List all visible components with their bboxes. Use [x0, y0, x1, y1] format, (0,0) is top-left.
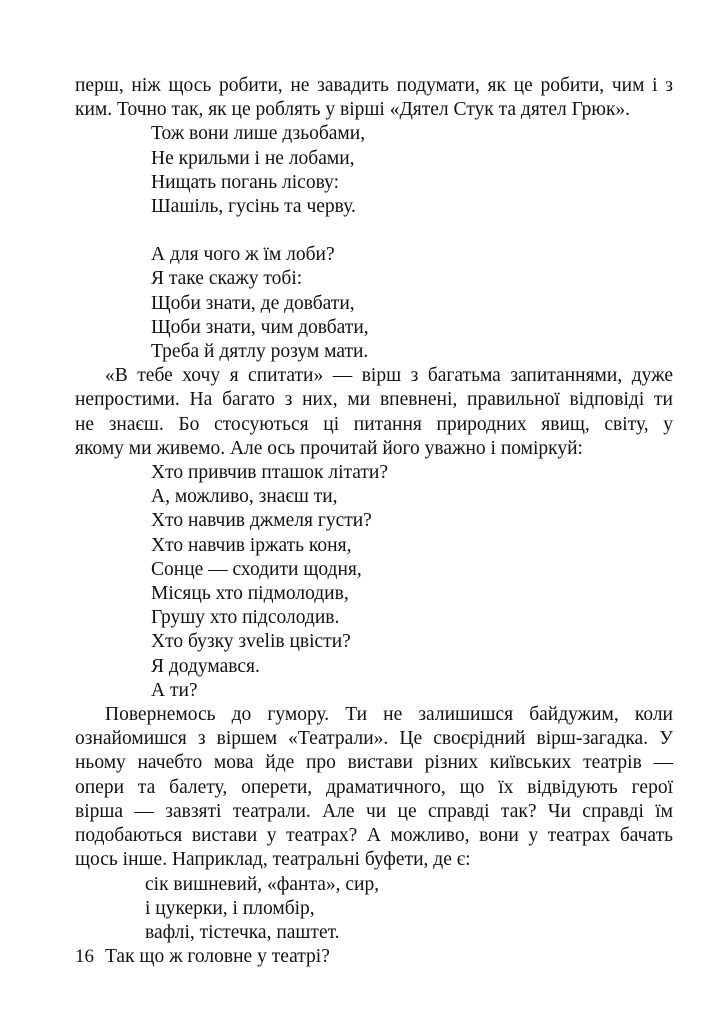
verse-line: Хто навчив іржать коня,	[151, 534, 352, 556]
text-line: перш, ніж щось робити, не завадить подумати, як це робити, чим і з	[75, 75, 673, 96]
paragraph	[75, 945, 673, 969]
verse-line: Я таке скажу тобі:	[151, 268, 303, 290]
verse-line: вафлі, тістечка, паштет.	[145, 921, 340, 943]
text-line: Повернемось до гумору. Ти не залишишся байдужим, коли	[105, 704, 673, 726]
page-body	[75, 74, 673, 969]
paragraph	[75, 703, 673, 872]
verse-line: Щоби знати, де довбати,	[151, 292, 355, 314]
verse-line: Хто навчив джмеля густи?	[151, 510, 372, 532]
verse-line: Тож вони лише дзьобами,	[151, 123, 366, 145]
verse-line: А ти?	[151, 679, 198, 701]
text-line: ким. Точно так, як це роблять у вірші «Дятел Стук та дятел Грюк».	[75, 99, 631, 121]
verse-line: і цукерки, і пломбір,	[145, 897, 315, 919]
verse-line: Не крильми і не лобами,	[151, 147, 355, 169]
poem-excerpt	[75, 873, 673, 946]
poem-excerpt	[75, 122, 673, 364]
text-line: опери та балету, оперети, драматичного, що їх відвідують герої	[75, 776, 673, 798]
verse-line: Треба й дятлу розум мати.	[151, 341, 369, 363]
verse-line: сік вишневий, «фанта», сир,	[145, 873, 380, 895]
verse-line: Нищать погань лісову:	[151, 171, 340, 193]
verse-line: Місяць хто підмолодив,	[151, 583, 349, 605]
text-line: ознайомишся з віршем «Театрали». Це своєрідний вірш-загадка. У	[75, 728, 673, 750]
paragraph	[75, 74, 673, 122]
text-line: щось інше. Наприклад, театральні буфети, де є:	[75, 849, 471, 871]
verse-line: А для чого ж їм лоби?	[151, 244, 335, 266]
text-line: непростими. На багато з них, ми впевнені, правильної відповіді ти	[75, 389, 673, 411]
text-line: ньому начебто мова йде про вистави різних київських театрів —	[75, 752, 673, 774]
verse-line: Щоби знати, чим довбати,	[151, 316, 369, 338]
text-line: не знаєш. Бо стосуються ці питання природних явищ, світу, у	[75, 413, 673, 435]
text-line: подобаються вистави у театрах? А можливо, вони у театрах бачать	[75, 825, 673, 847]
verse-line: Хто бузку зvelів цвісти?	[151, 631, 351, 653]
text-line: Так що ж головне у театрі?	[105, 946, 330, 968]
page-number: 16	[75, 946, 94, 967]
verse-line: Грушу хто підсолодив.	[151, 607, 340, 629]
paragraph	[75, 364, 673, 461]
verse-line: Я додумався.	[151, 655, 260, 677]
poem-excerpt	[75, 461, 673, 703]
text-line: «В тебе хочу я спитати» — вірш з багатьма запитаннями, дуже	[105, 365, 673, 387]
stanza-break	[151, 219, 673, 243]
text-line: вірша — завзяті театрали. Але чи це справді так? Чи справді їм	[75, 800, 673, 822]
verse-line: Шашіль, гусінь та черву.	[151, 196, 356, 218]
verse-line: А, можливо, знаєш ти,	[151, 486, 338, 508]
verse-line: Хто привчив пташок літати?	[151, 462, 389, 484]
verse-line: Сонце — сходити щодня,	[151, 558, 362, 580]
text-line: якому ми живемо. Але ось прочитай його уважно і поміркуй:	[75, 437, 583, 459]
